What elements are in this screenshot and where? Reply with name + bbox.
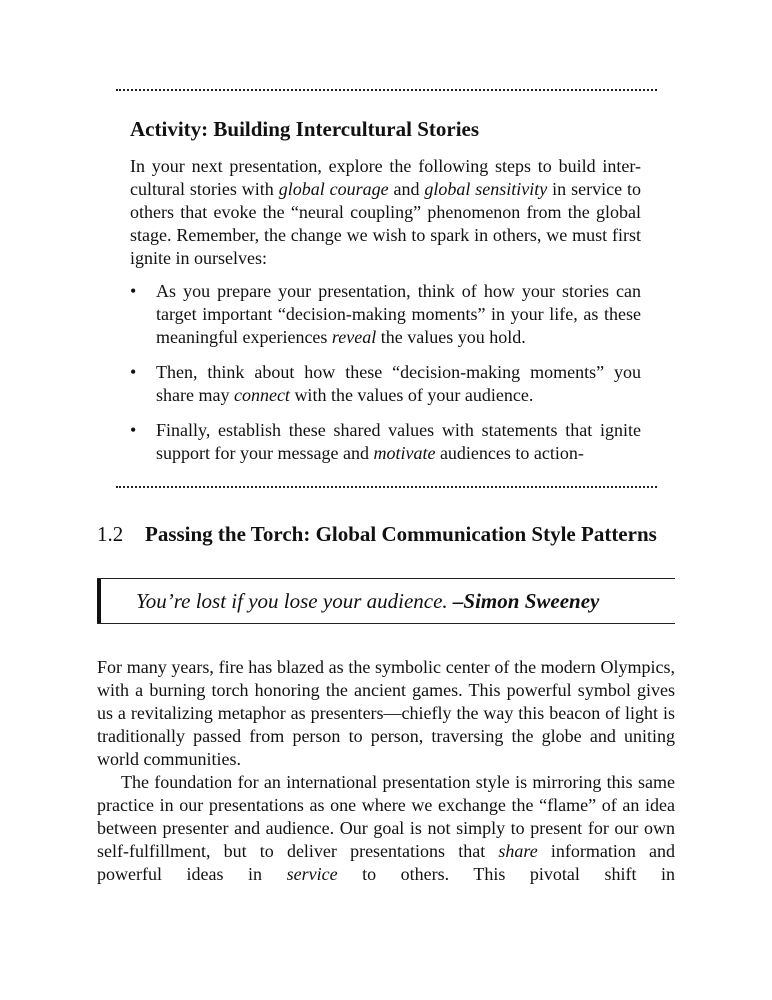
body-paragraph-2-text-3: to others. This pivotal shift in — [337, 864, 675, 884]
bullet-icon: • — [130, 362, 137, 382]
section-number: 1.2 — [97, 522, 124, 546]
activity-top-divider — [116, 89, 657, 91]
activity-intro — [130, 155, 641, 270]
epigraph — [136, 588, 599, 614]
section-title: Passing the Torch: Global Communication Style Patterns — [145, 522, 657, 546]
epigraph-quote: You’re lost if you lose your audience. — [136, 589, 453, 613]
body-paragraph-2-text-1: The foundation for an international presentation style is mirroring this same practice in our presentations as one where we exchange the “flame” of an idea between presenter and audience. Our goal is not simply to present for our own self-fulfillment, but to deliver presentations that — [97, 772, 675, 861]
list-item-emphasis: motivate — [373, 443, 436, 463]
activity-bottom-divider — [116, 486, 657, 488]
list-item-emphasis: reveal — [331, 327, 377, 347]
activity-intro-text-1: In your next presentation, explore the following steps to build inter-cultural stories with — [130, 156, 641, 199]
bullet-icon: • — [130, 420, 137, 440]
section-heading — [97, 520, 687, 548]
list-item-emphasis: connect — [233, 385, 290, 405]
list-item — [130, 361, 641, 407]
body-paragraph-2-text-2: information and powerful ideas in — [97, 841, 675, 884]
body-paragraph-2-emphasis-1: share — [498, 841, 538, 861]
activity-intro-text-3: in service to others that evoke the “neural coupling” phenomenon from the global stage. Remember, the change we wish to spark in others, we must first ignite in ourselves: — [130, 179, 641, 268]
epigraph-box — [97, 578, 675, 624]
activity-box — [130, 115, 641, 477]
activity-title: Activity: Building Intercultural Stories — [130, 117, 480, 141]
activity-intro-emphasis-1: global courage — [278, 179, 389, 199]
list-item-text: Then, think about how these “decision-making moments” you share may — [156, 362, 641, 405]
list-item-text: As you prepare your presentation, think of how your stories can target important “decision-making moments” in your life, as these meaningful experiences — [156, 281, 641, 347]
activity-intro-text-2: and — [388, 179, 425, 199]
epigraph-accent-bar — [97, 579, 101, 623]
activity-intro-emphasis-2: global sensitivity — [424, 179, 548, 199]
body-text — [97, 656, 675, 886]
bullet-icon: • — [130, 281, 137, 301]
epigraph-attribution: –Simon Sweeney — [452, 589, 600, 613]
body-paragraph-2-emphasis-2: service — [286, 864, 338, 884]
list-item-text: audiences to action- — [435, 443, 584, 463]
list-item-text: Finally, establish these shared values with statements that ignite support for your message and — [156, 420, 641, 463]
activity-steps-list — [130, 280, 641, 465]
body-paragraph-2 — [97, 771, 675, 886]
list-item — [130, 280, 641, 349]
list-item — [130, 419, 641, 465]
body-paragraph-1: For many years, fire has blazed as the symbolic center of the modern Olympics, with a burning torch honoring the ancient games. This powerful symbol gives us a revitalizing metaphor as presenters—chiefly the way this beacon of light is traditionally passed from person to person, traversing the globe and uniting world communities. — [97, 657, 675, 769]
list-item-text: with the values of your audience. — [289, 385, 534, 405]
list-item-text: the values you hold. — [376, 327, 526, 347]
